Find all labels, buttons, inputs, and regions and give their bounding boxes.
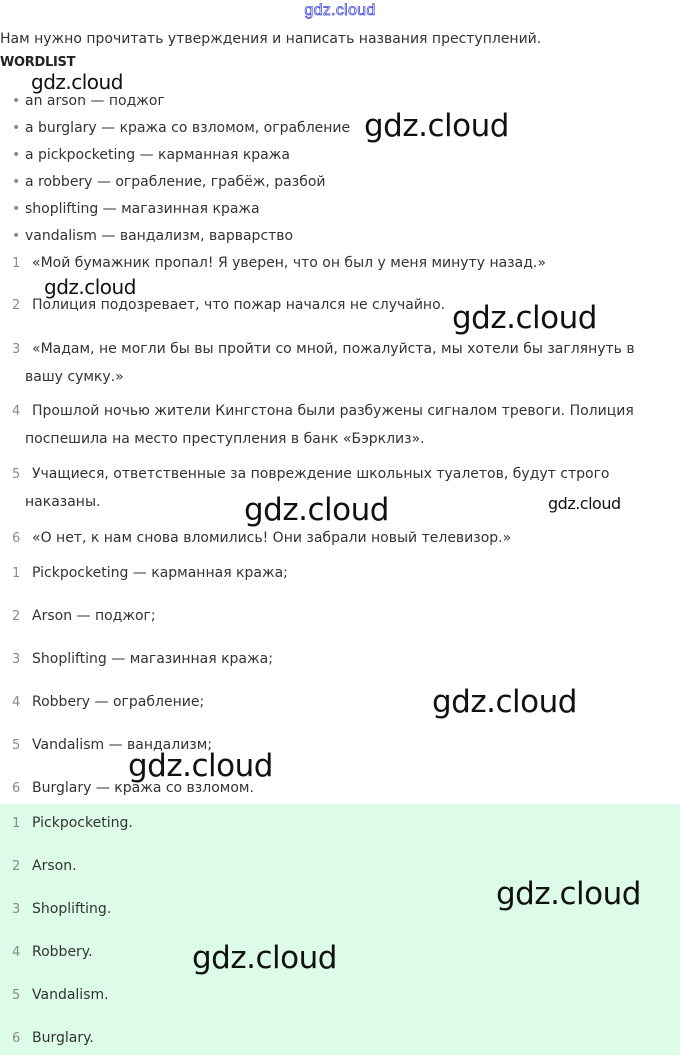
answer-number: 5 (12, 988, 21, 1003)
answer-number: 6 (12, 1031, 21, 1046)
answer-text: Shoplifting. (32, 901, 112, 917)
statement-number: 3 (12, 342, 21, 357)
translation-number: 3 (12, 652, 21, 667)
answer-text: Burglary. (32, 1030, 94, 1046)
wordlist-item: a pickpocketing — карманная кража (25, 147, 290, 163)
statement-text-continued: наказаны. (25, 494, 101, 510)
statement-text-continued: вашу сумку.» (25, 369, 124, 385)
answer-number: 3 (12, 902, 21, 917)
translation-text: Arson — поджог; (32, 608, 156, 624)
wordlist-item: a burglary — кража со взломом, ограбление (25, 120, 351, 136)
translation-text: Vandalism — вандализм; (32, 737, 213, 753)
statement-text: «О нет, к нам снова вломились! Они забрали новый телевизор.» (32, 530, 512, 546)
statement-text: «Мой бумажник пропал! Я уверен, что он был у меня минуту назад.» (32, 255, 546, 271)
watermark: gdz.cloud (128, 748, 273, 784)
watermark: gdz.cloud (548, 494, 621, 513)
answer-box (0, 804, 680, 1055)
wordlist-item: an arson — поджог (25, 93, 165, 109)
wordlist-title: WORDLIST (0, 55, 76, 70)
answer-text: Arson. (32, 858, 77, 874)
translation-number: 1 (12, 566, 21, 581)
translation-number: 6 (12, 781, 21, 796)
statement-number: 5 (12, 467, 21, 482)
answer-number: 2 (12, 859, 21, 874)
watermark: gdz.cloud (432, 684, 577, 720)
site-header-logo[interactable]: gdz.cloud (304, 2, 376, 19)
bullet-icon: • (12, 147, 21, 163)
translation-number: 5 (12, 738, 21, 753)
translation-text: Shoplifting — магазинная кража; (32, 651, 273, 667)
watermark: gdz.cloud (244, 492, 389, 528)
statement-text: Прошлой ночью жители Кингстона были разбужены сигналом тревоги. Полиция (32, 403, 634, 419)
answer-text: Vandalism. (32, 987, 109, 1003)
answer-text: Robbery. (32, 944, 93, 960)
task-intro: Нам нужно прочитать утверждения и написать названия преступлений. (0, 31, 542, 47)
bullet-icon: • (12, 174, 21, 190)
translation-number: 4 (12, 695, 21, 710)
translation-text: Burglary — кража со взломом. (32, 780, 254, 796)
statement-number: 1 (12, 256, 21, 271)
wordlist-item: shoplifting — магазинная кража (25, 201, 260, 217)
statement-number: 4 (12, 404, 21, 419)
wordlist-item: a robbery — ограбление, грабёж, разбой (25, 174, 326, 190)
watermark: gdz.cloud (44, 275, 136, 299)
statement-text-continued: поспешила на место преступления в банк «Бэрклиз». (25, 431, 425, 447)
watermark: gdz.cloud (364, 108, 509, 144)
answer-number: 4 (12, 945, 21, 960)
statement-text: Полиция подозревает, что пожар начался не случайно. (32, 297, 446, 313)
statement-text: Учащиеся, ответственные за повреждение школьных туалетов, будут строго (32, 466, 610, 482)
answer-text: Pickpocketing. (32, 815, 133, 831)
statement-number: 6 (12, 531, 21, 546)
bullet-icon: • (12, 93, 21, 109)
bullet-icon: • (12, 201, 21, 217)
answer-number: 1 (12, 816, 21, 831)
bullet-icon: • (12, 120, 21, 136)
watermark: gdz.cloud (452, 300, 597, 336)
watermark: gdz.cloud (192, 940, 337, 976)
watermark: gdz.cloud (31, 70, 123, 94)
translation-text: Pickpocketing — карманная кража; (32, 565, 288, 581)
translation-text: Robbery — ограбление; (32, 694, 205, 710)
statement-text: «Мадам, не могли бы вы пройти со мной, пожалуйста, мы хотели бы заглянуть в (32, 341, 635, 357)
translation-number: 2 (12, 609, 21, 624)
watermark: gdz.cloud (496, 876, 641, 912)
bullet-icon: • (12, 228, 21, 244)
wordlist-item: vandalism — вандализм, варварство (25, 228, 294, 244)
statement-number: 2 (12, 298, 21, 313)
